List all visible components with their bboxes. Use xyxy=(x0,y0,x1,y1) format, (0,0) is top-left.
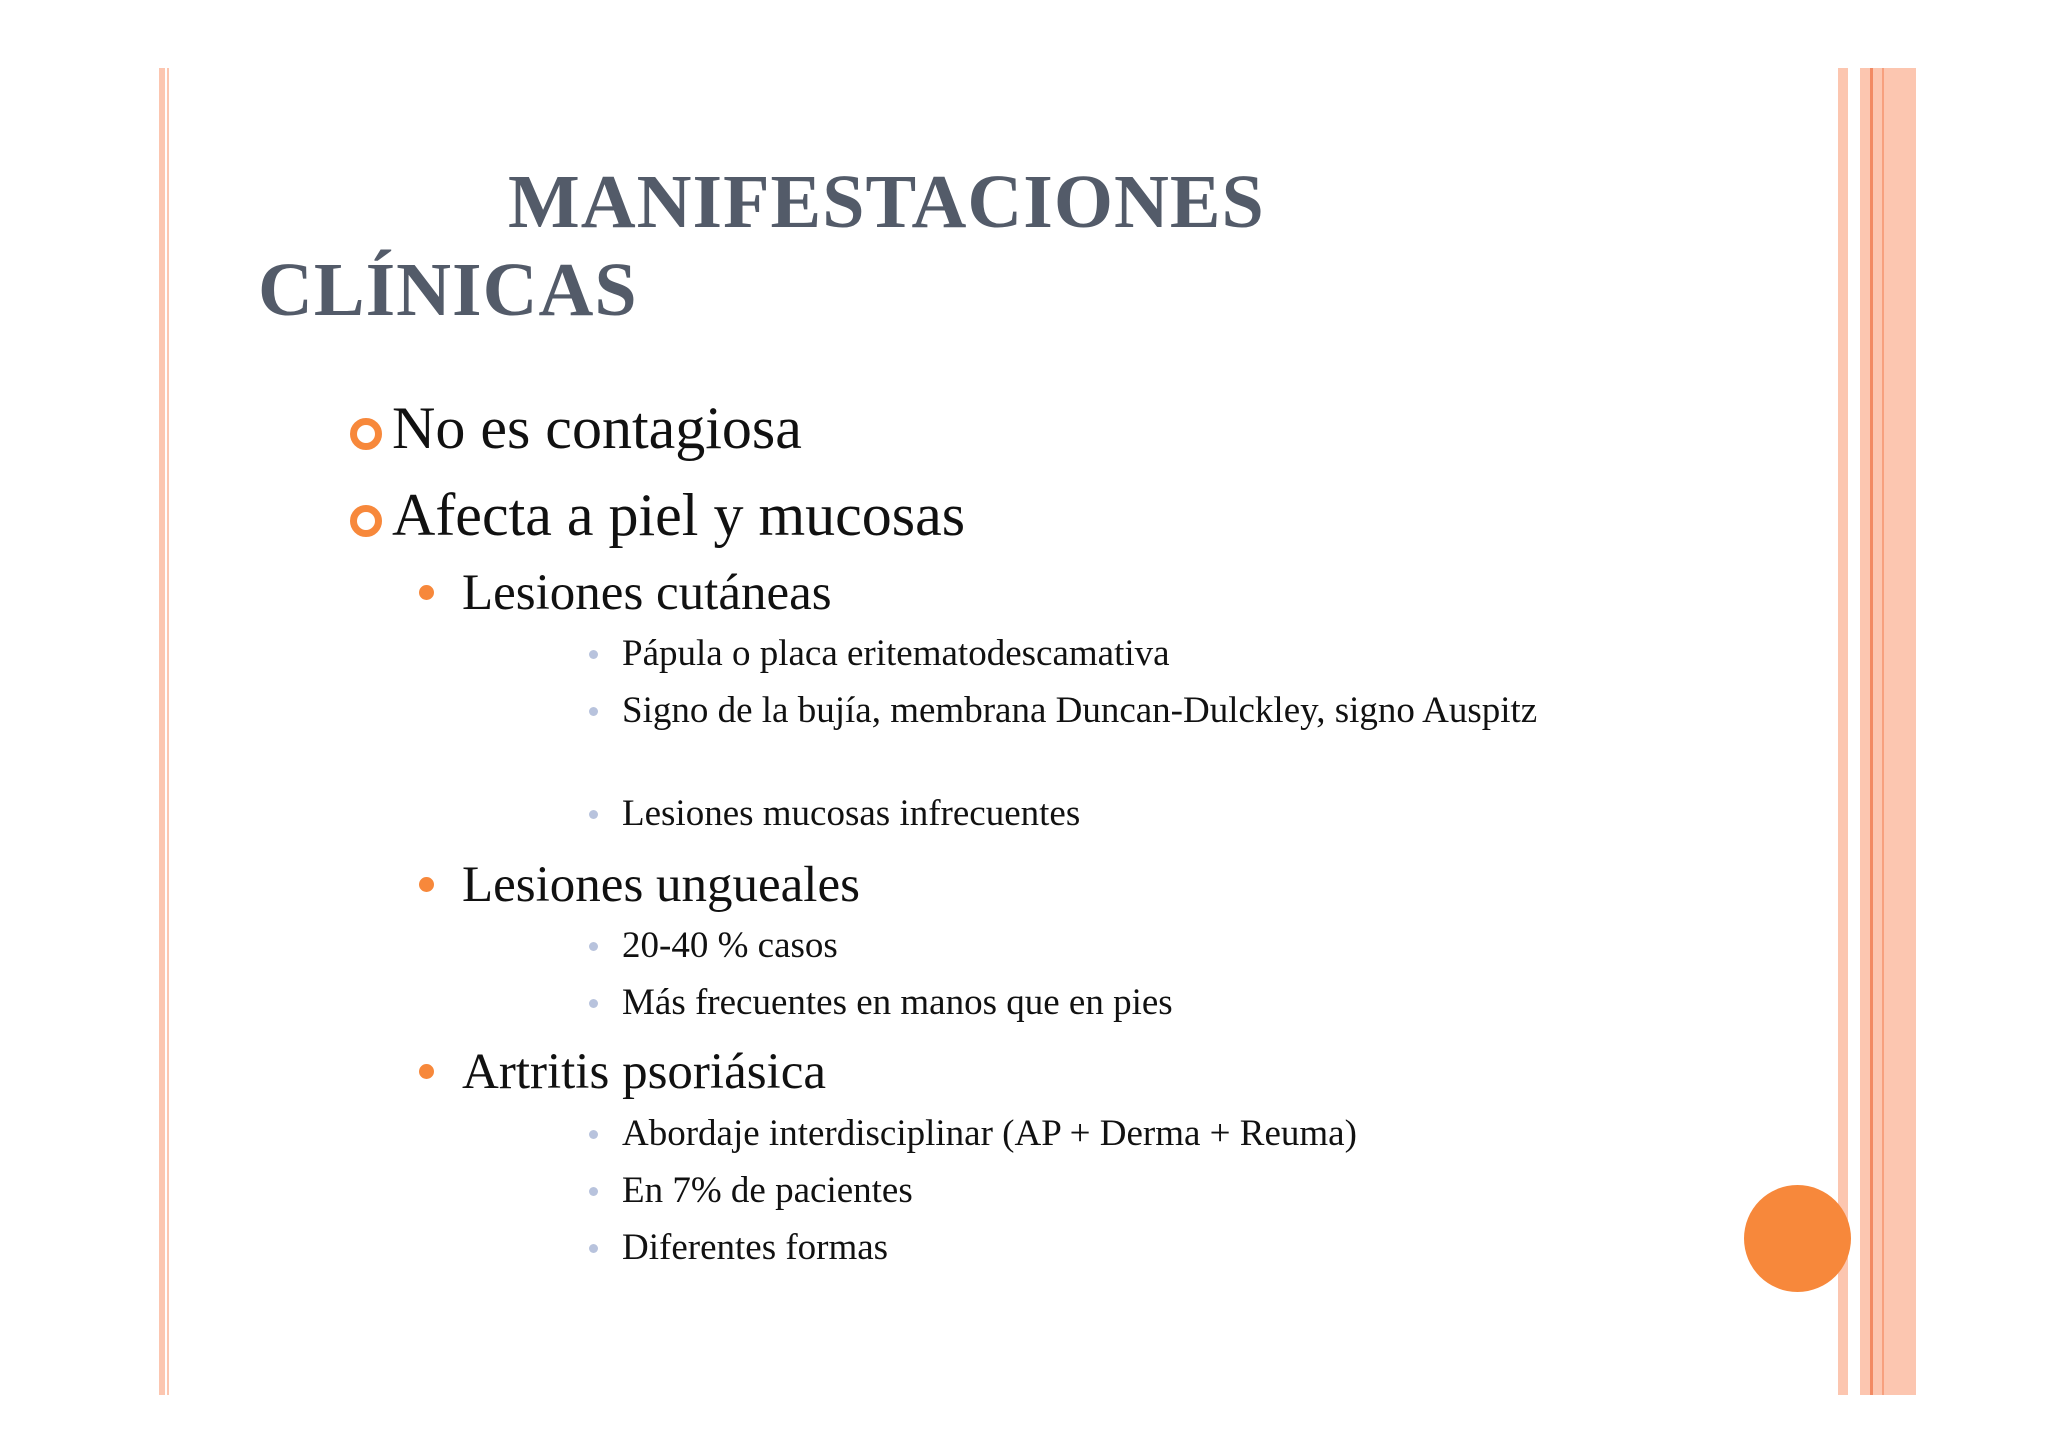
dot-bullet-icon xyxy=(419,877,434,892)
list-item: 20-40 % casos xyxy=(622,925,838,966)
small-dot-bullet-icon xyxy=(589,650,598,659)
list-item: Pápula o placa eritematodescamativa xyxy=(622,633,1170,674)
right-stripe-band xyxy=(1838,68,1848,1395)
bullet-afecta: Afecta a piel y mucosas xyxy=(392,482,966,548)
list-item: Lesiones mucosas infrecuentes xyxy=(622,793,1081,834)
orange-circle xyxy=(1744,1185,1851,1292)
title-line-2: CLÍNICAS xyxy=(258,248,638,332)
list-item: Signo de la bujía, membrana Duncan-Dulckley, signo Auspitz xyxy=(622,690,1538,731)
right-stripe-panel xyxy=(1860,68,1916,1395)
dot-bullet-icon xyxy=(419,585,434,600)
list-item: Abordaje interdisciplinar (AP + Derma + Reuma) xyxy=(622,1113,1357,1154)
title-line-1: MANIFESTACIONES xyxy=(508,160,1265,244)
left-stripe-thin xyxy=(167,68,169,1395)
left-stripe-thick xyxy=(159,68,165,1395)
subheading-lesiones-cutaneas: Lesiones cutáneas xyxy=(462,565,832,621)
small-dot-bullet-icon xyxy=(589,1130,598,1139)
small-dot-bullet-icon xyxy=(589,1244,598,1253)
small-dot-bullet-icon xyxy=(589,999,598,1008)
small-dot-bullet-icon xyxy=(589,1187,598,1196)
ring-bullet-icon xyxy=(350,418,382,450)
slide-title xyxy=(258,158,1265,334)
small-dot-bullet-icon xyxy=(589,810,598,819)
right-stripe-line-2 xyxy=(1882,68,1884,1395)
list-item: Diferentes formas xyxy=(622,1227,889,1268)
dot-bullet-icon xyxy=(419,1064,434,1079)
small-dot-bullet-icon xyxy=(589,942,598,951)
ring-bullet-icon xyxy=(350,505,382,537)
list-item: Más frecuentes en manos que en pies xyxy=(622,982,1173,1023)
small-dot-bullet-icon xyxy=(589,707,598,716)
subheading-artritis-psoriasica: Artritis psoriásica xyxy=(462,1044,826,1100)
list-item: En 7% de pacientes xyxy=(622,1170,913,1211)
right-stripe-line-1 xyxy=(1870,68,1873,1395)
bullet-no-contagiosa: No es contagiosa xyxy=(392,395,802,461)
subheading-lesiones-ungueales: Lesiones ungueales xyxy=(462,857,860,913)
